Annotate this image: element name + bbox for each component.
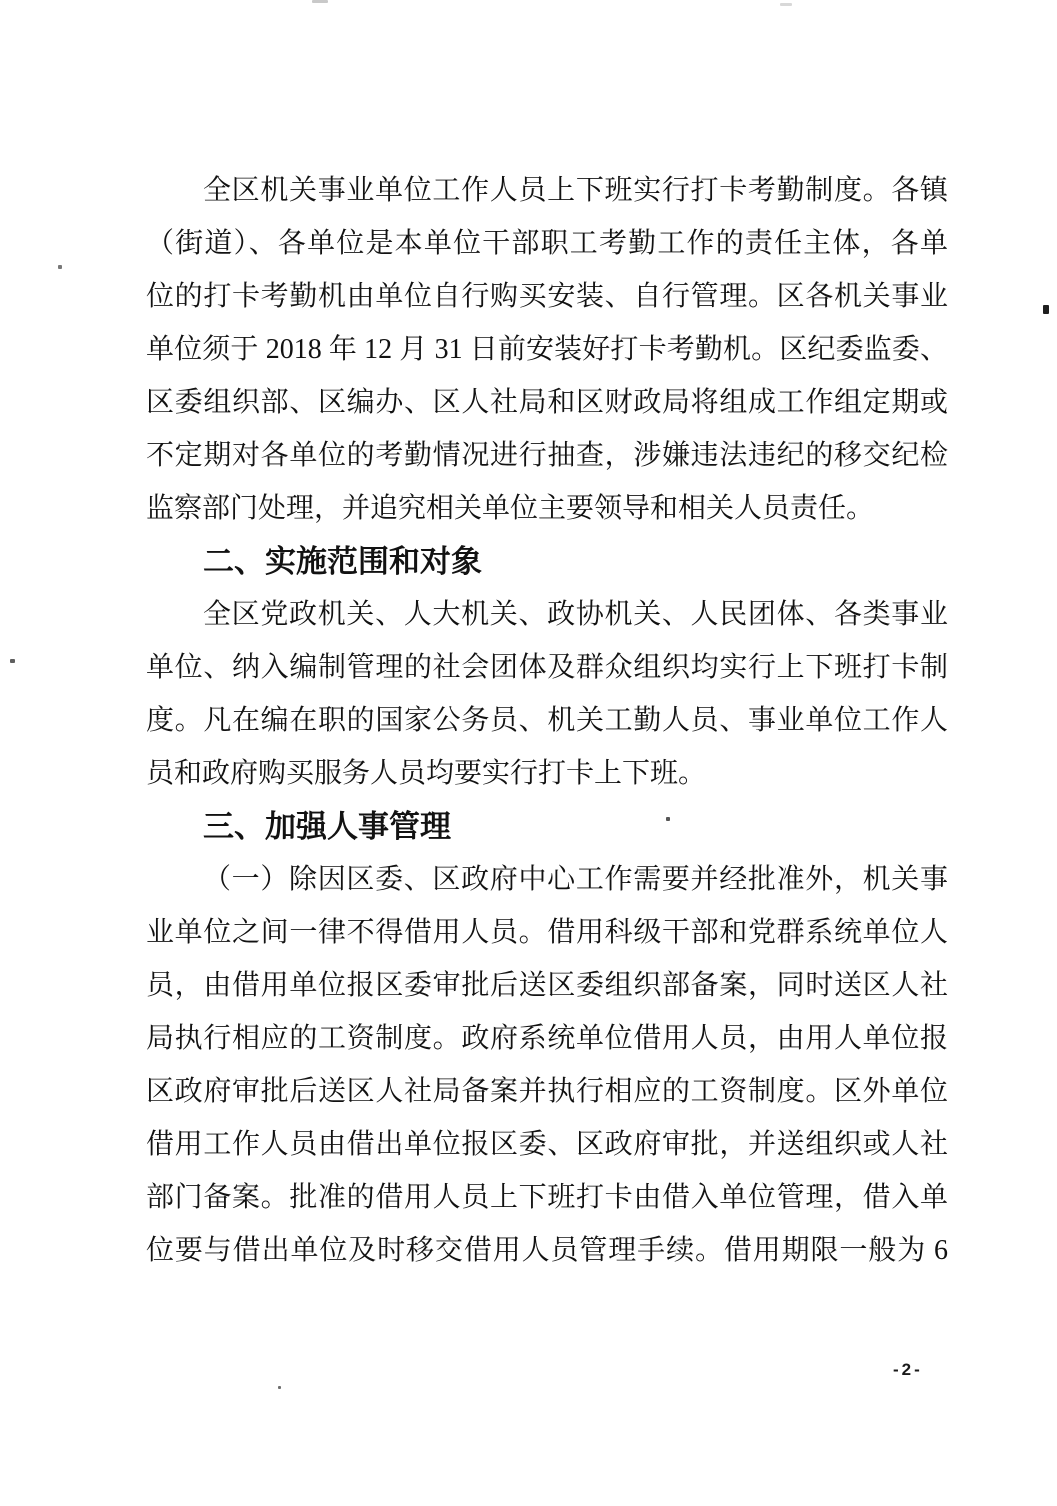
text-line: 位要与借出单位及时移交借用人员管理手续。借用期限一般为 6 [146,1235,948,1266]
text-line: 局执行相应的工资制度。政府系统单位借用人员，由用人单位报 [146,1023,948,1054]
text-line: 度。凡在编在职的国家公务员、机关工勤人员、事业单位工作人 [146,705,948,736]
section-heading-2: 二、实施范围和对象 [203,544,482,579]
text-line: 不定期对各单位的考勤情况进行抽查，涉嫌违法违纪的移交纪检 [146,440,948,471]
text-line: 单位、纳入编制管理的社会团体及群众组织均实行上下班打卡制 [146,652,948,683]
text-line: 监察部门处理，并追究相关单位主要领导和相关人员责任。 [146,493,875,524]
text-line: 部门备案。批准的借用人员上下班打卡由借入单位管理，借入单 [146,1182,948,1213]
text-line: （街道）、各单位是本单位干部职工考勤工作的责任主体，各单 [146,228,948,259]
document-text-block [146,164,948,1277]
text-line: 借用工作人员由借出单位报区委、区政府审批，并送组织或人社 [146,1129,948,1160]
section-heading-3: 三、加强人事管理 [203,809,451,844]
text-line: 单位须于 2018 年 12 月 31 日前安装好打卡考勤机。区纪委监委、 [146,334,948,365]
text-line: 全区机关事业单位工作人员上下班实行打卡考勤制度。各镇 [203,175,948,206]
scan-speck [1043,305,1049,314]
text-line: （一）除因区委、区政府中心工作需要并经批准外，机关事 [203,864,948,895]
text-line: 全区党政机关、人大机关、政协机关、人民团体、各类事业 [203,599,948,630]
text-line: 位的打卡考勤机由单位自行购买安装、自行管理。区各机关事业 [146,281,948,312]
scan-speck [278,1386,281,1389]
text-line: 区委组织部、区编办、区人社局和区财政局将组成工作组定期或 [146,387,948,418]
text-line: 区政府审批后送区人社局备案并执行相应的工资制度。区外单位 [146,1076,948,1107]
text-line: 员，由借用单位报区委审批后送区委组织部备案，同时送区人社 [146,970,948,1001]
text-line: 员和政府购买服务人员均要实行打卡上下班。 [146,758,707,789]
scan-speck [666,817,670,821]
page-number: -2- [893,1360,923,1379]
scan-speck [58,265,62,269]
scan-speck [312,0,328,3]
text-line: 业单位之间一律不得借用人员。借用科级干部和党群系统单位人 [146,917,948,948]
scan-speck [10,659,15,663]
scan-speck [780,3,792,6]
